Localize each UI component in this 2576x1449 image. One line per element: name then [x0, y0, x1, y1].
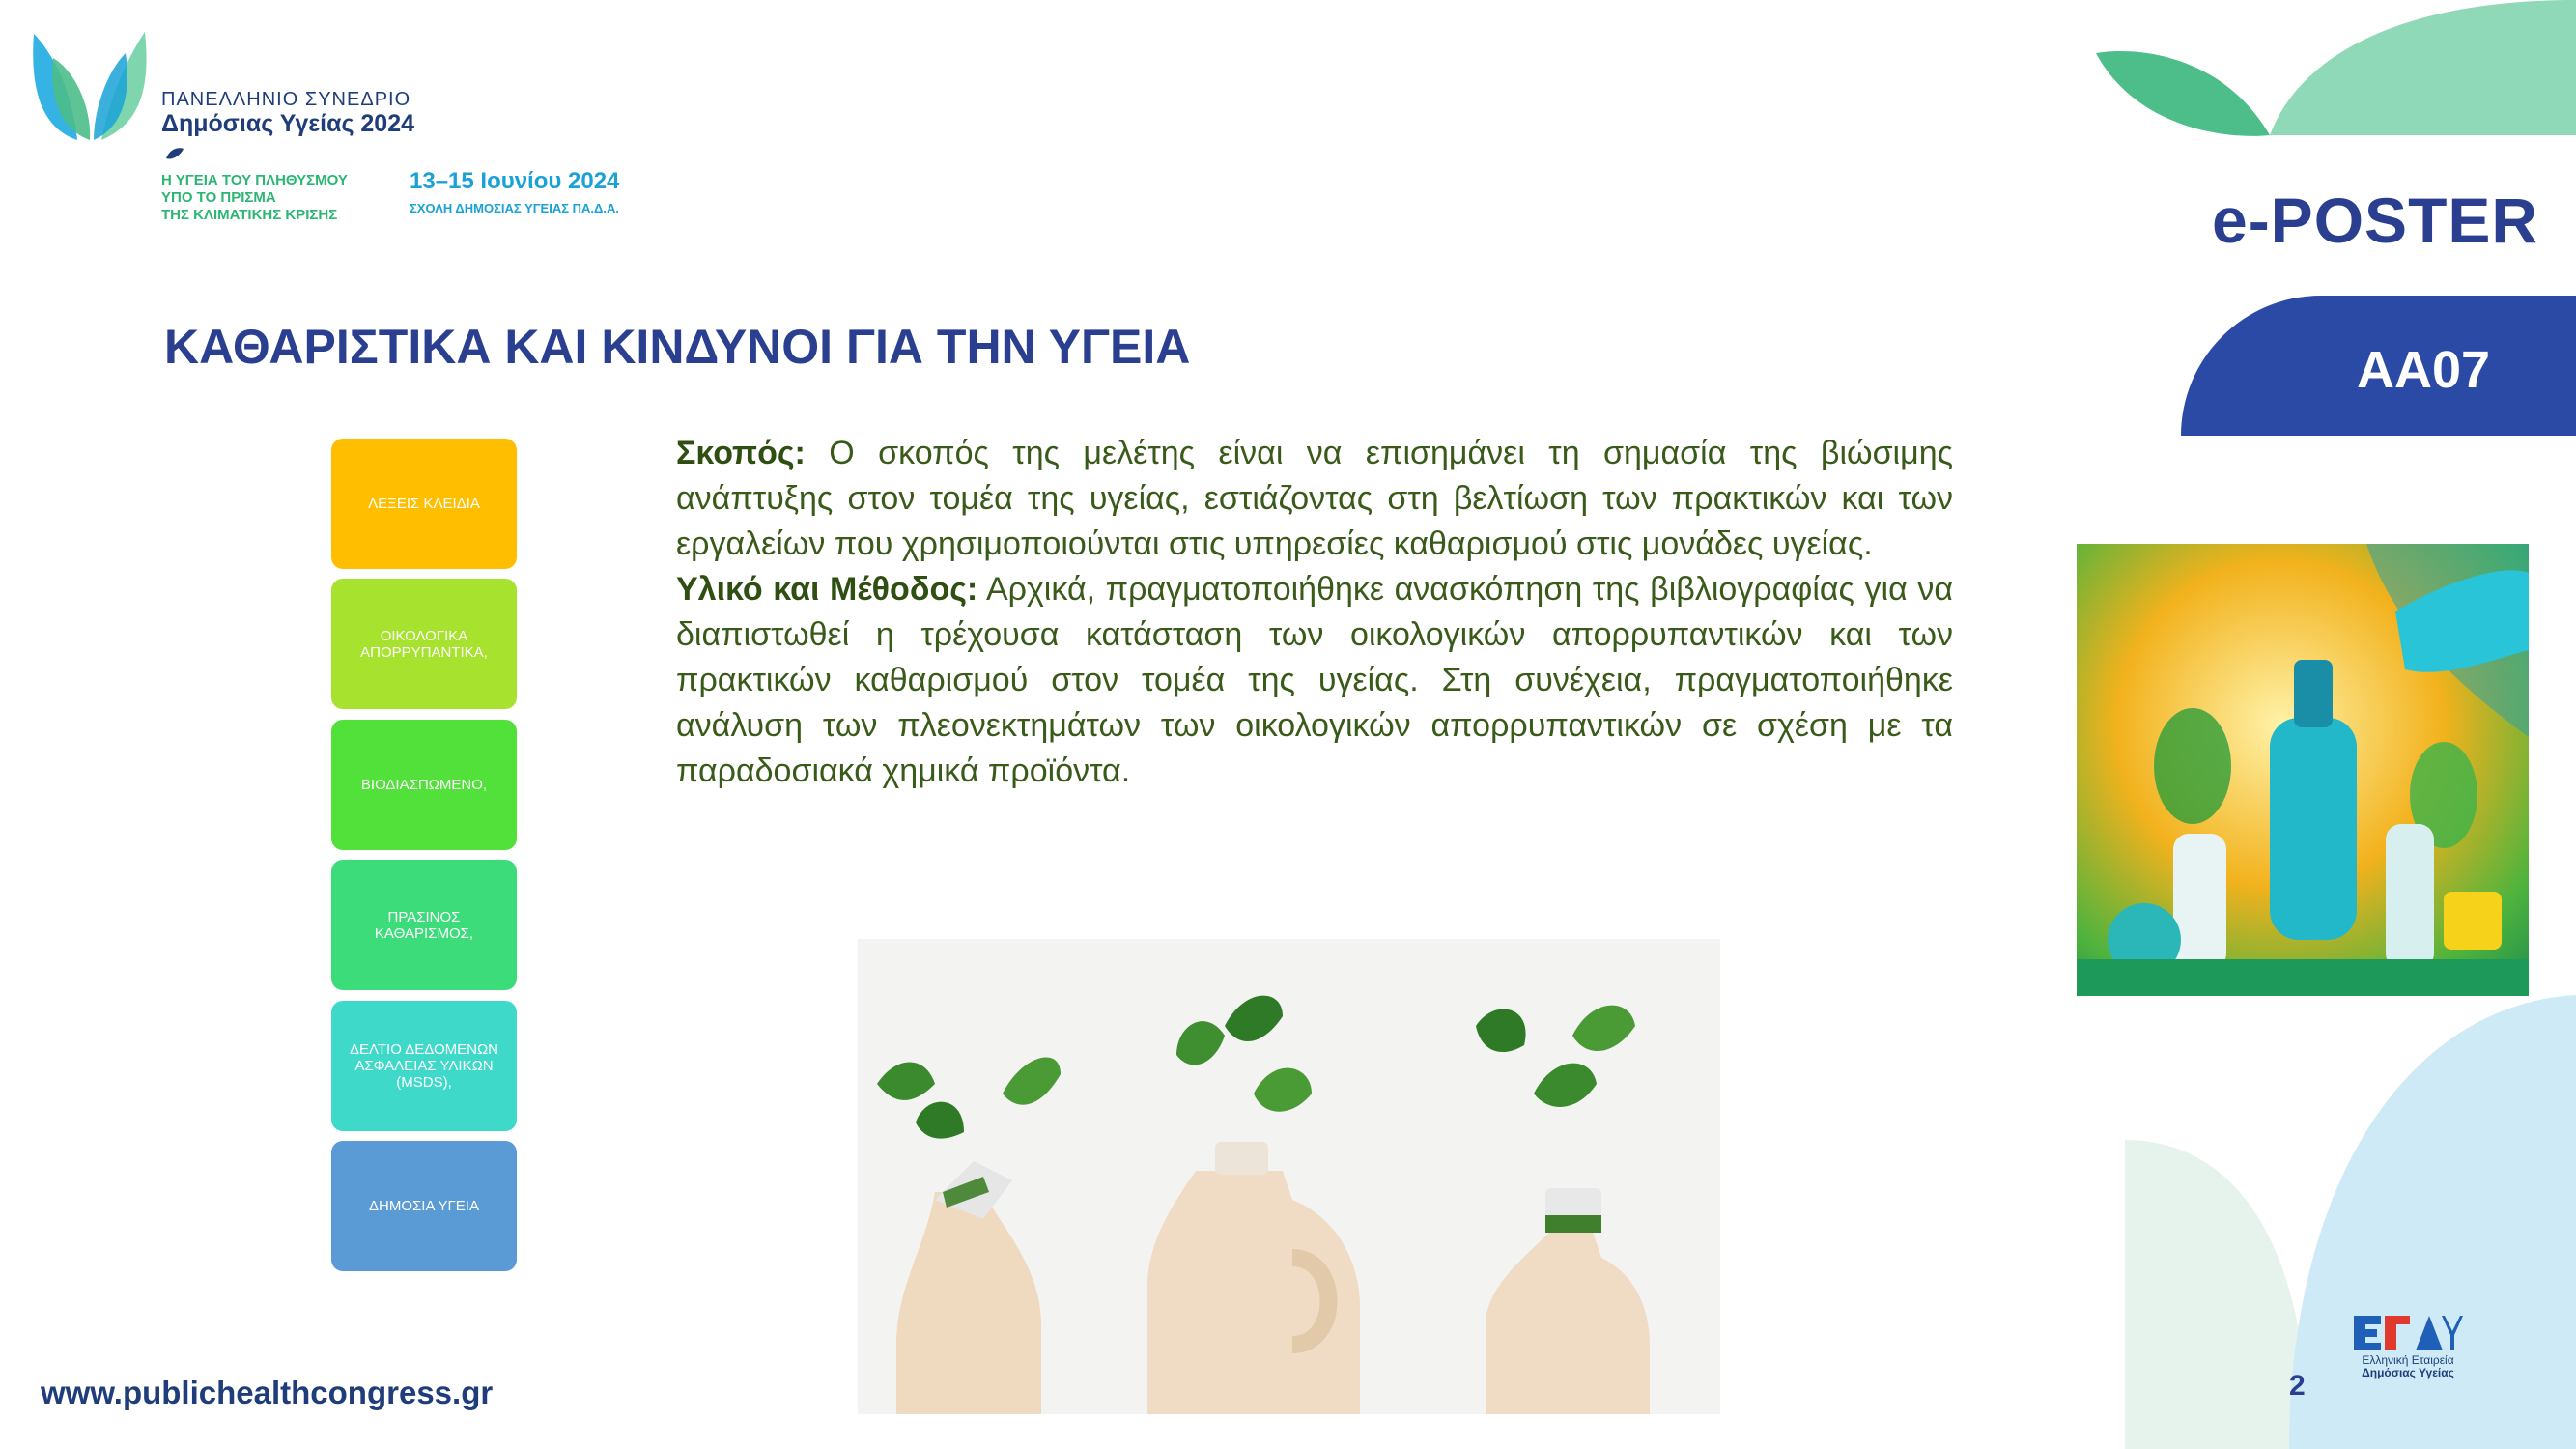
bottles-with-leaves-photo — [858, 939, 1720, 1414]
keyword-label: ΔΕΛΤΙΟ ΔΕΔΟΜΕΝΩΝ ΑΣΦΑΛΕΙΑΣ ΥΛΙΚΩΝ (MSDS), — [349, 1041, 499, 1091]
keyword-label: ΛΕΞΕΙΣ ΚΛΕΙΔΙΑ — [368, 496, 480, 512]
logo-dates: 13–15 Ιουνίου 2024 — [410, 168, 620, 194]
decor-bottom-right — [2115, 995, 2576, 1449]
keyword-label: ΟΙΚΟΛΟΓΙΚΑ ΑΠΟΡΡΥΠΑΝΤΙΚΑ, — [360, 627, 488, 661]
logo-theme-line2: ΥΠΟ ΤΟ ΠΡΙΣΜΑ — [161, 189, 276, 206]
keyword-box-2 — [331, 720, 517, 850]
decor-top-right — [2077, 0, 2576, 155]
method-label: Υλικό και Μέθοδος: — [676, 571, 978, 608]
page-title: ΚΑΘΑΡΙΣΤΙΚΑ ΚΑΙ ΚΙΝΔΥΝΟΙ ΓΙΑ ΤΗΝ ΥΓΕΙΑ — [164, 320, 1191, 374]
page-number: 2 — [2289, 1370, 2306, 1402]
org-logo-icon — [2352, 1312, 2463, 1354]
poster-code: AA07 — [2357, 341, 2491, 399]
keyword-box-4 — [331, 1001, 517, 1131]
logo-leaf-mark-icon — [164, 147, 185, 160]
eposter-label: e-POSTER — [2212, 185, 2539, 256]
logo-theme-line3: ΤΗΣ ΚΛΙΜΑΤΙΚΗΣ ΚΡΙΣΗΣ — [161, 207, 338, 223]
keyword-box-0 — [331, 439, 517, 569]
eco-cleaning-illustration — [2077, 544, 2529, 996]
method-text: Αρχικά, πραγματοποιήθηκε ανασκόπηση της βιβλιογραφίας για να διαπιστωθεί η τρέχουσα κατάσταση των οικολογικών απορρυπαντικών και των πρακτικών καθαρισμού στον τομέα της υγείας. Στη συνέχεια, πραγματοποιήθηκε ανάλυση των πλεονεκτημάτων των οικολογικών απορρυπαντικών σε σχέση με τα παραδοσιακά χημικά προϊόντα. — [676, 571, 1953, 789]
body-text — [676, 431, 1953, 794]
footer-website-link[interactable]: www.publichealthcongress.gr — [41, 1375, 494, 1410]
aim-label: Σκοπός: — [676, 435, 806, 471]
logo-theme — [161, 172, 422, 224]
keyword-label: ΔΗΜΟΣΙΑ ΥΓΕΙΑ — [369, 1198, 479, 1214]
org-logo-text — [2345, 1354, 2471, 1379]
congress-logo-icon — [24, 24, 155, 145]
keyword-label: ΠΡΑΣΙΝΟΣ ΚΑΘΑΡΙΣΜΟΣ, — [374, 908, 474, 942]
logo-theme-line1: Η ΥΓΕΙΑ ΤΟΥ ΠΛΗΘΥΣΜΟΥ — [161, 172, 348, 188]
logo-congress-line2: Δημόσιας Υγείας 2024 — [161, 110, 415, 137]
logo-school: ΣΧΟΛΗ ΔΗΜΟΣΙΑΣ ΥΓΕΙΑΣ ΠΑ.Δ.Α. — [410, 201, 619, 215]
aim-text: Ο σκοπός της μελέτης είναι να επισημάνει τη σημασία της βιώσιμης ανάπτυξης στον τομέα της υγείας, εστιάζοντας στη βελτίωση των πρακτικών και των εργαλείων που χρησιμοποιούνται στις υπηρεσίες καθαρισμού στις μονάδες υγείας. — [676, 435, 1953, 562]
org-logo-line2: Δημόσιας Υγείας — [2362, 1366, 2454, 1379]
keyword-box-1 — [331, 579, 517, 709]
keyword-label: ΒΙΟΔΙΑΣΠΩΜΕΝΟ, — [360, 777, 488, 793]
keyword-box-5 — [331, 1141, 517, 1271]
org-logo-line1: Ελληνική Εταιρεία — [2362, 1353, 2454, 1367]
logo-congress-line1: ΠΑΝΕΛΛΗΝΙΟ ΣΥΝΕΔΡΙΟ — [161, 89, 411, 110]
keyword-box-3 — [331, 860, 517, 990]
